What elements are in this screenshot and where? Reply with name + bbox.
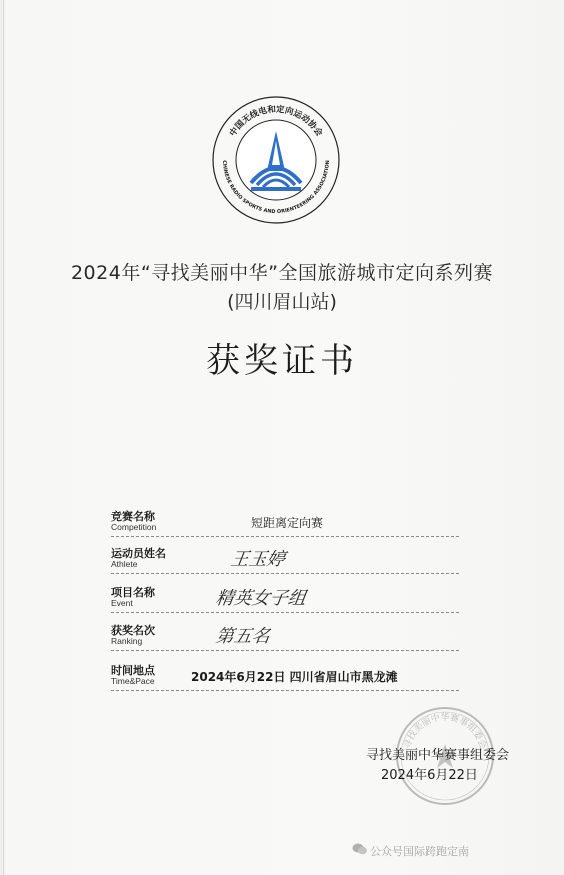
field-label-cn: 运动员姓名 xyxy=(111,547,166,560)
field-value: 短距离定向赛 xyxy=(251,516,324,530)
field-competition xyxy=(111,508,459,538)
certificate-title: 获奖证书 xyxy=(206,341,358,381)
association-logo xyxy=(211,95,341,225)
field-value-handwritten: 王玉婷 xyxy=(229,549,287,570)
logo-text-bottom: CHINESE RADIO SPORTS AND ORIENTEERING ASSOCIATION xyxy=(220,160,332,216)
wechat-icon xyxy=(352,842,368,856)
field-time-place xyxy=(111,662,459,692)
field-divider xyxy=(111,650,459,651)
logo-text-top: 中国无线电和定向运动协会 xyxy=(228,104,324,139)
field-divider xyxy=(111,612,459,613)
field-event xyxy=(111,584,459,614)
event-subtitle: (四川眉山站) xyxy=(227,291,337,313)
field-label-cn: 竞赛名称 xyxy=(111,510,155,523)
event-title: 2024年“寻找美丽中华”全国旅游城市定向系列赛 xyxy=(70,262,494,284)
field-label-en: Athlete xyxy=(111,559,138,569)
issue-date: 2024年6月22日 xyxy=(381,768,478,783)
field-label-cn: 项目名称 xyxy=(111,586,155,599)
organizer-name: 寻找美丽中华赛事组委会 xyxy=(366,748,510,763)
page-edge xyxy=(3,0,4,875)
field-value: 2024年6月22日 四川省眉山市黑龙滩 xyxy=(191,670,398,684)
field-label-en: Time&Pace xyxy=(111,676,155,686)
field-label-cn: 时间地点 xyxy=(111,664,155,677)
field-divider xyxy=(111,690,459,691)
field-label-en: Competition xyxy=(111,522,157,532)
watermark-text: 公众号国际跨跑定南 xyxy=(370,845,469,858)
field-label-en: Event xyxy=(111,598,133,608)
field-athlete xyxy=(111,545,459,575)
seal-text: 寻找美丽中华赛事组委会 xyxy=(402,713,488,751)
field-divider xyxy=(111,573,459,574)
field-value-handwritten: 第五名 xyxy=(214,626,272,647)
field-value-handwritten: 精英女子组 xyxy=(214,588,308,609)
field-label-cn: 获奖名次 xyxy=(111,624,155,637)
field-divider xyxy=(111,536,459,537)
field-label-en: Ranking xyxy=(111,636,143,646)
field-ranking xyxy=(111,622,459,652)
